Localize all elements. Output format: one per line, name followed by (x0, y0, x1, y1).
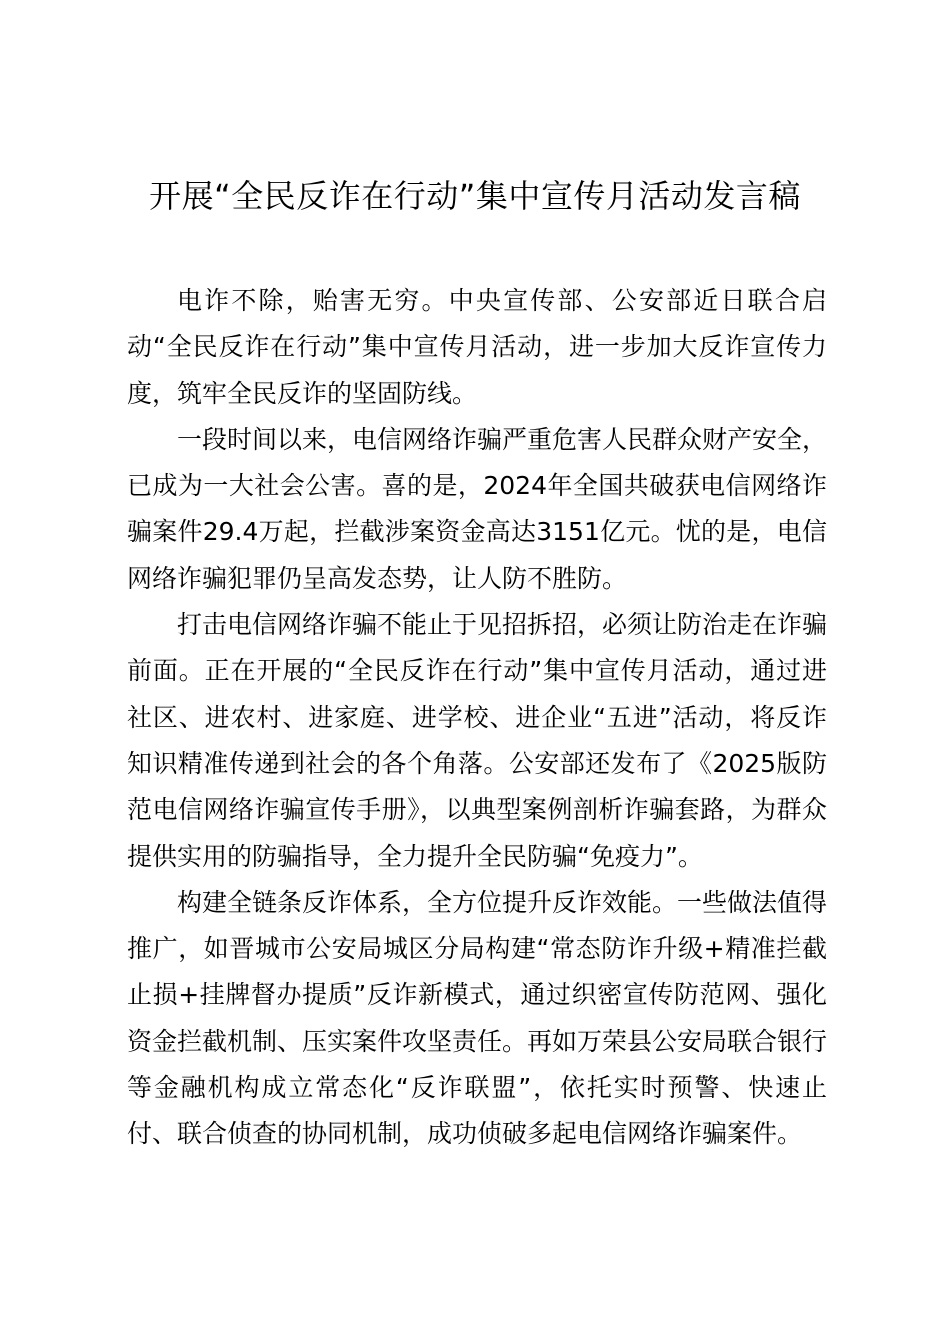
document-title: 开展“全民反诈在行动”集中宣传月活动发言稿 (149, 177, 801, 215)
body-paragraph-3: 打击电信网络诈骗不能止于见招拆招，必须让防治走在诈骗前面。正在开展的“全民反诈在行动”集中宣传月活动，通过进社区、进农村、进家庭、进学校、进企业“五进”活动，将反诈知识精准传递到社会的各个角落。公安部还发布了《2025版防范电信网络诈骗宣传手册》，以典型案例剖析诈骗套路，为群众提供实用的防骗指导，全力提升全民防骗“免疫力”。 (127, 610, 828, 871)
body-paragraph-4: 构建全链条反诈体系，全方位提升反诈效能。一些做法值得推广，如晋城市公安局城区分局构建“常态防诈升级+精准拦截止损+挂牌督办提质”反诈新模式，通过织密宣传防范网、强化资金拦截机制、压实案件攻坚责任。再如万荣县公安局联合银行等金融机构成立常态化“反诈联盟”，依托实时预警、快速止付、联合侦查的协同机制，成功侦破多起电信网络诈骗案件。 (127, 887, 828, 1149)
body-paragraph-2: 一段时间以来，电信网络诈骗严重危害人民群众财产安全，已成为一大社会公害。喜的是，2024年全国共破获电信网络诈骗案件29.4万起，拦截涉案资金高达3151亿元。忧的是，电信网络诈骗犯罪仍呈高发态势，让人防不胜防。 (127, 424, 828, 593)
document-body (127, 278, 827, 1158)
body-paragraph-1: 电诈不除，贻害无穷。中央宣传部、公安部近日联合启动“全民反诈在行动”集中宣传月活动，进一步加大反诈宣传力度，筑牢全民反诈的坚固防线。 (127, 286, 827, 408)
